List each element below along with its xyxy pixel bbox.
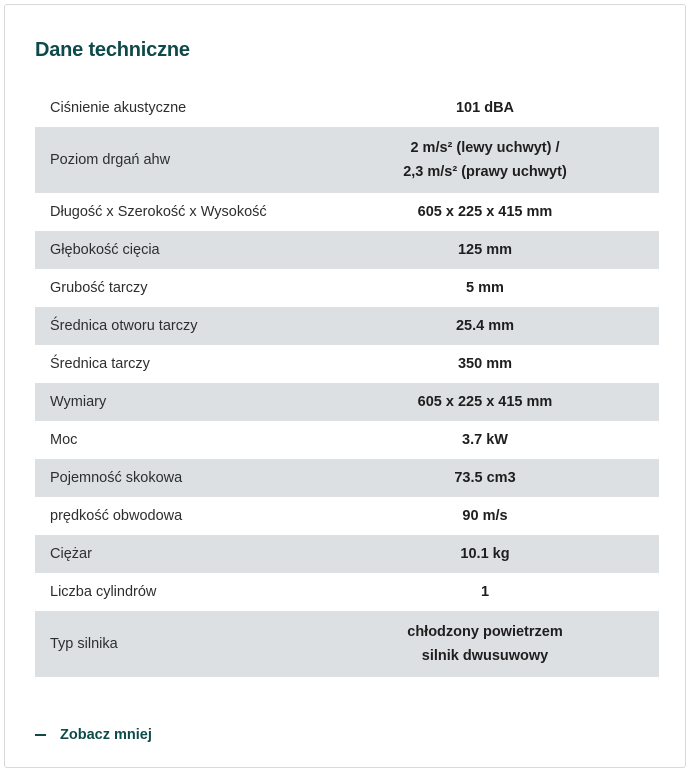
spec-label: Wymiary bbox=[50, 394, 107, 410]
spec-label: Poziom drgań ahw bbox=[50, 152, 171, 168]
spec-label: Moc bbox=[50, 432, 78, 448]
spec-row-engine-type bbox=[35, 611, 659, 677]
spec-label: Ciśnienie akustyczne bbox=[50, 100, 187, 116]
spec-row-dimensions-lwh bbox=[35, 193, 659, 231]
spec-value: 5 mm bbox=[466, 280, 504, 296]
spec-row-acoustic-pressure bbox=[35, 89, 659, 127]
section-title: Dane techniczne bbox=[35, 39, 190, 61]
spec-label: Średnica otworu tarczy bbox=[50, 318, 198, 334]
spec-label: Typ silnika bbox=[50, 636, 118, 652]
spec-label: Liczba cylindrów bbox=[50, 584, 157, 600]
spec-label: Długość x Szerokość x Wysokość bbox=[50, 204, 267, 220]
spec-value: 1 bbox=[480, 584, 490, 600]
see-less-label: Zobacz mniej bbox=[60, 727, 152, 743]
spec-value: 605 x 225 x 415 mm bbox=[417, 204, 553, 220]
spec-row-cylinders bbox=[35, 573, 659, 611]
spec-label: Ciężar bbox=[50, 546, 92, 562]
spec-row-vibration bbox=[35, 127, 659, 193]
spec-value: 605 x 225 x 415 mm bbox=[417, 394, 553, 410]
minus-icon bbox=[35, 734, 46, 736]
spec-value: 10.1 kg bbox=[460, 546, 510, 562]
spec-value: 3.7 kW bbox=[462, 432, 508, 448]
spec-value: chłodzony powietrzem silnik dwusuwowy bbox=[407, 624, 563, 664]
spec-value: 101 dBA bbox=[455, 100, 515, 116]
spec-row-disc-thickness bbox=[35, 269, 659, 307]
spec-table bbox=[35, 89, 659, 677]
spec-row-weight bbox=[35, 535, 659, 573]
spec-label: prędkość obwodowa bbox=[50, 508, 183, 524]
spec-label: Grubość tarczy bbox=[50, 280, 148, 296]
spec-value: 25.4 mm bbox=[455, 318, 515, 334]
spec-label: Pojemność skokowa bbox=[50, 470, 183, 486]
spec-label: Średnica tarczy bbox=[50, 356, 150, 372]
spec-value: 2 m/s² (lewy uchwyt) / 2,3 m/s² (prawy uchwyt) bbox=[403, 140, 567, 180]
spec-label: Głębokość cięcia bbox=[50, 242, 160, 258]
spec-value: 350 mm bbox=[457, 356, 512, 372]
see-less-button[interactable] bbox=[35, 727, 152, 743]
spec-row-disc-diameter bbox=[35, 345, 659, 383]
spec-row-dimensions bbox=[35, 383, 659, 421]
spec-row-displacement bbox=[35, 459, 659, 497]
spec-row-arbor-diameter bbox=[35, 307, 659, 345]
spec-row-peripheral-speed bbox=[35, 497, 659, 535]
spec-value: 73.5 cm3 bbox=[454, 470, 516, 486]
spec-row-power bbox=[35, 421, 659, 459]
spec-row-cutting-depth bbox=[35, 231, 659, 269]
spec-value: 125 mm bbox=[457, 242, 512, 258]
spec-value: 90 m/s bbox=[462, 508, 508, 524]
technical-data-card bbox=[4, 4, 686, 768]
